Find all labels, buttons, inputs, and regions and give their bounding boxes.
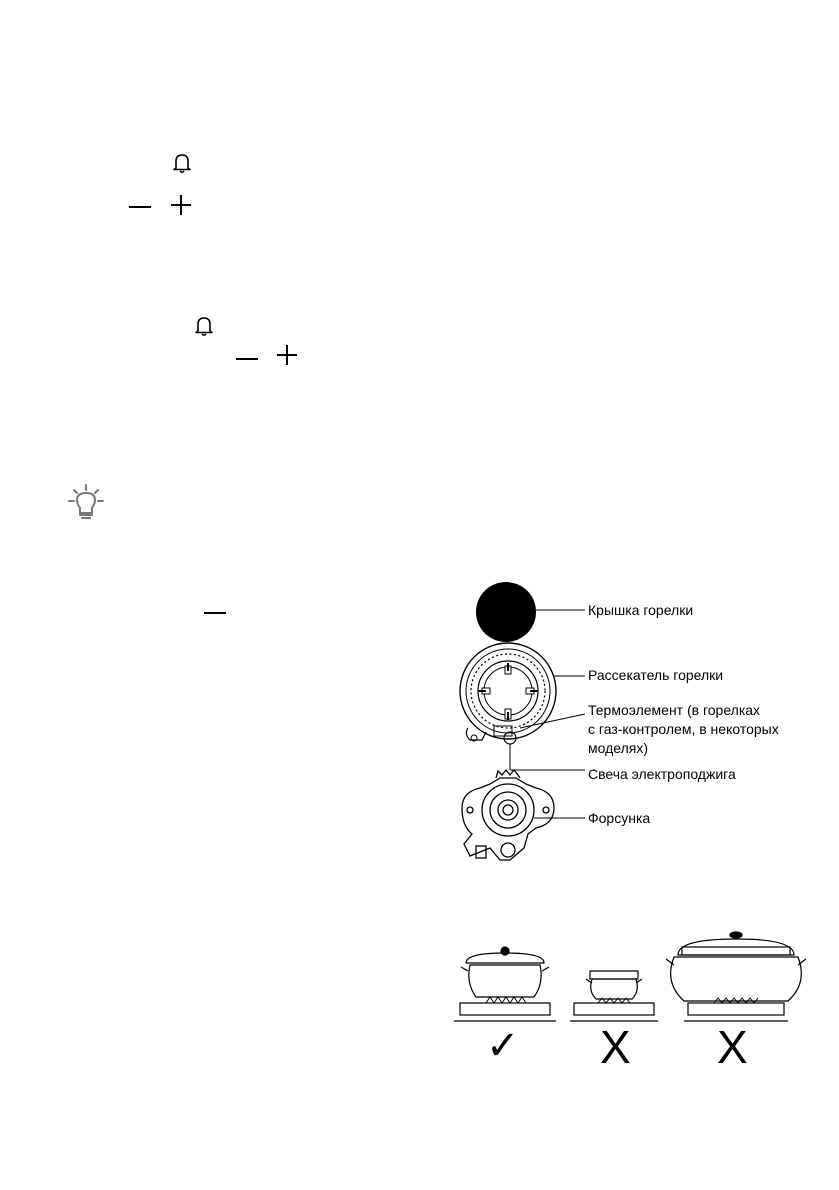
burner-cap-label: Крышка горелки [588,602,694,618]
minus-icon [128,204,152,210]
burner-spreader-drawing [460,643,556,768]
thermocouple-label-line3: моделях) [588,740,649,756]
pot-size-illustration [452,925,839,1035]
bell-icon [172,152,192,174]
ignition-plug-label: Свеча электроподжига [588,766,736,782]
burner-spreader-label: Рассекатель горелки [588,667,724,683]
pot-too-large-drawing [666,932,806,1021]
too-small-x-mark: X [600,1021,631,1073]
burner-cap-drawing [476,582,536,642]
minus-icon [203,610,227,616]
bell-icon [194,315,214,337]
injector-label: Форсунка [588,810,651,826]
lightbulb-icon [66,482,106,522]
too-large-x-mark: X [717,1021,748,1073]
injector-base-drawing [462,770,554,860]
thermocouple-label-line1: Термоэлемент (в горелках [588,702,761,718]
correct-check-mark: ✓ [486,1023,520,1069]
pot-correct-drawing [454,947,556,1021]
plus-icon [276,344,298,366]
plus-icon [170,194,192,216]
minus-icon [235,356,259,362]
thermocouple-label-line2: с газ-контролем, в некоторых [588,721,779,737]
pot-too-small-drawing [570,971,658,1021]
